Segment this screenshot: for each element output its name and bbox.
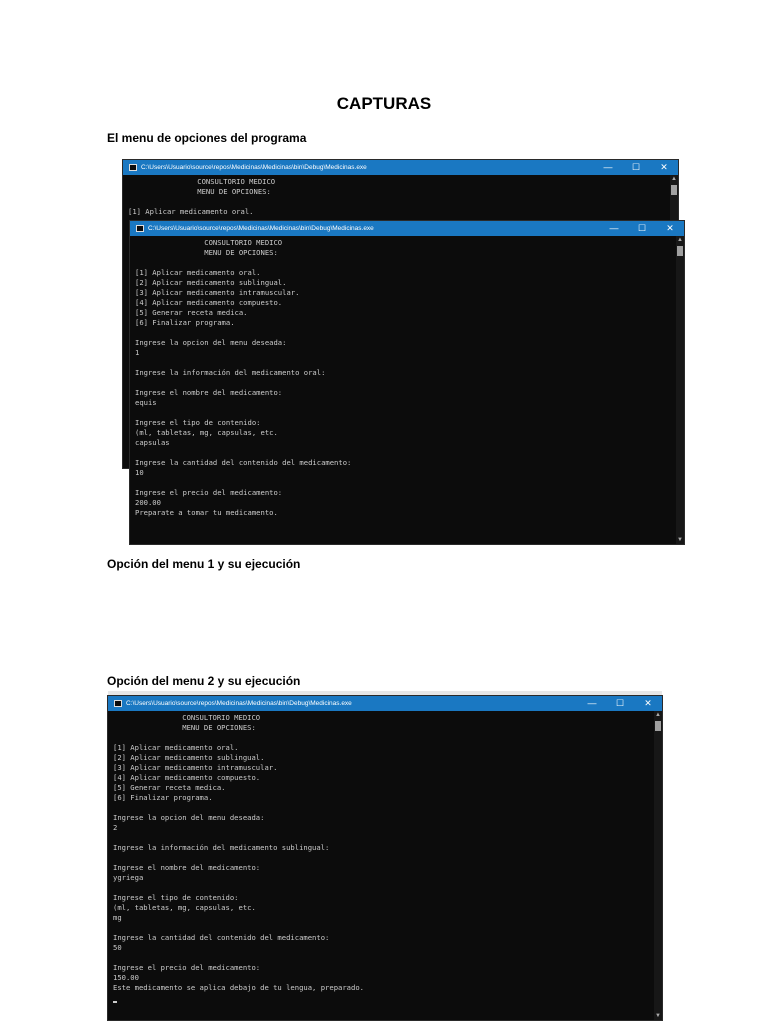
console-line: CONSULTORIO MEDICO <box>135 238 283 247</box>
console-app-icon <box>114 700 122 707</box>
console-line <box>135 328 680 338</box>
console-line: [2] Aplicar medicamento sublingual. <box>135 278 287 287</box>
scroll-up-arrow-icon[interactable]: ▲ <box>677 237 683 243</box>
maximize-button[interactable]: ☐ <box>637 223 647 233</box>
text-cursor <box>113 1001 117 1003</box>
caption-menu: El menu de opciones del programa <box>107 131 307 145</box>
scroll-up-arrow-icon[interactable]: ▲ <box>671 176 677 182</box>
console-line: [5] Generar receta medica. <box>113 783 226 792</box>
console-line: Este medicamento se aplica debajo de tu lengua, preparado. <box>113 983 364 992</box>
console-line: 10 <box>135 468 144 477</box>
console-line: Ingrese la información del medicamento oral: <box>135 368 326 377</box>
console-line <box>135 358 680 368</box>
console-line: Ingrese la opcion del menu deseada: <box>135 338 287 347</box>
caption-option-1: Opción del menu 1 y su ejecución <box>107 557 301 571</box>
console-line: equis <box>135 398 157 407</box>
console-line: Ingrese la información del medicamento sublingual: <box>113 843 330 852</box>
console-line <box>113 883 658 893</box>
console-line: [6] Finalizar programa. <box>113 793 213 802</box>
console-line: [3] Aplicar medicamento intramuscular. <box>113 763 278 772</box>
scrollbar[interactable] <box>676 236 684 544</box>
console-line: Ingrese la opcion del menu deseada: <box>113 813 265 822</box>
console-output <box>130 236 684 518</box>
console-line: [1] Aplicar medicamento oral. <box>135 268 261 277</box>
console-line: Ingrese el nombre del medicamento: <box>113 863 261 872</box>
console-line: mg <box>113 913 122 922</box>
console-line: CONSULTORIO MEDICO <box>128 177 276 186</box>
console-line: [1] Aplicar medicamento oral. <box>113 743 239 752</box>
console-line <box>135 448 680 458</box>
console-line: Ingrese el tipo de contenido: <box>135 418 261 427</box>
close-button[interactable]: ✕ <box>644 698 652 708</box>
minimize-button[interactable]: — <box>587 698 597 708</box>
console-line: [1] Aplicar medicamento oral. <box>128 207 254 216</box>
title-bar[interactable] <box>123 160 678 175</box>
console-line: 150.00 <box>113 973 139 982</box>
console-line <box>113 833 658 843</box>
title-bar[interactable] <box>108 696 662 711</box>
scroll-down-arrow-icon[interactable]: ▼ <box>677 537 683 543</box>
scroll-up-arrow-icon[interactable]: ▲ <box>655 712 661 718</box>
console-line: ygriega <box>113 873 144 882</box>
scrollbar-thumb[interactable] <box>655 721 661 731</box>
console-output <box>123 175 678 217</box>
console-line <box>135 478 680 488</box>
console-line: MENU DE OPCIONES: <box>128 187 271 196</box>
window-title: C:\Users\Usuario\source\repos\Medicinas\Medicinas\bin\Debug\Medicinas.exe <box>126 700 352 707</box>
console-line <box>135 378 680 388</box>
console-line: 50 <box>113 943 122 952</box>
console-line: Ingrese el precio del medicamento: <box>113 963 261 972</box>
console-line: Ingrese la cantidad del contenido del medicamento: <box>135 458 352 467</box>
console-line: Ingrese el precio del medicamento: <box>135 488 283 497</box>
console-line <box>113 953 658 963</box>
scrollbar[interactable] <box>654 711 662 1020</box>
scrollbar-thumb[interactable] <box>677 246 683 256</box>
console-line: [3] Aplicar medicamento intramuscular. <box>135 288 300 297</box>
console-window-option-1 <box>130 221 684 544</box>
caption-option-2: Opción del menu 2 y su ejecución <box>107 674 301 688</box>
window-title: C:\Users\Usuario\source\repos\Medicinas\Medicinas\bin\Debug\Medicinas.exe <box>141 164 367 171</box>
window-title: C:\Users\Usuario\source\repos\Medicinas\Medicinas\bin\Debug\Medicinas.exe <box>148 225 374 232</box>
console-line: MENU DE OPCIONES: <box>135 248 278 257</box>
console-cursor-line <box>113 993 658 1003</box>
scrollbar-thumb[interactable] <box>671 185 677 195</box>
close-button[interactable]: ✕ <box>660 162 668 172</box>
close-button[interactable]: ✕ <box>666 223 674 233</box>
console-line <box>135 258 680 268</box>
minimize-button[interactable]: — <box>609 223 619 233</box>
console-app-icon <box>136 225 144 232</box>
console-line: Preparate a tomar tu medicamento. <box>135 508 278 517</box>
maximize-button[interactable]: ☐ <box>615 698 625 708</box>
console-line: capsulas <box>135 438 170 447</box>
console-window-option-2 <box>108 696 662 1020</box>
console-line: MENU DE OPCIONES: <box>113 723 256 732</box>
console-line: CONSULTORIO MEDICO <box>113 713 261 722</box>
console-line <box>135 408 680 418</box>
console-line: Ingrese la cantidad del contenido del medicamento: <box>113 933 330 942</box>
console-line: 200.00 <box>135 498 161 507</box>
console-line <box>128 197 674 207</box>
background-strip <box>108 691 662 695</box>
console-line: [4] Aplicar medicamento compuesto. <box>113 773 261 782</box>
console-line <box>113 803 658 813</box>
console-line <box>113 853 658 863</box>
maximize-button[interactable]: ☐ <box>631 162 641 172</box>
console-line <box>113 733 658 743</box>
title-bar[interactable] <box>130 221 684 236</box>
console-line: [4] Aplicar medicamento compuesto. <box>135 298 283 307</box>
console-line: [6] Finalizar programa. <box>135 318 235 327</box>
console-line: 1 <box>135 348 140 357</box>
console-line: 2 <box>113 823 118 832</box>
console-line: [5] Generar receta medica. <box>135 308 248 317</box>
console-output <box>108 711 662 1003</box>
minimize-button[interactable]: — <box>603 162 613 172</box>
console-line: (ml, tabletas, mg, capsulas, etc. <box>135 428 278 437</box>
console-line: [2] Aplicar medicamento sublingual. <box>113 753 265 762</box>
page-title: CAPTURAS <box>336 94 432 113</box>
console-line: Ingrese el nombre del medicamento: <box>135 388 283 397</box>
console-app-icon <box>129 164 137 171</box>
scroll-down-arrow-icon[interactable]: ▼ <box>655 1013 661 1019</box>
console-line: (ml, tabletas, mg, capsulas, etc. <box>113 903 256 912</box>
console-line <box>113 923 658 933</box>
console-line: Ingrese el tipo de contenido: <box>113 893 239 902</box>
